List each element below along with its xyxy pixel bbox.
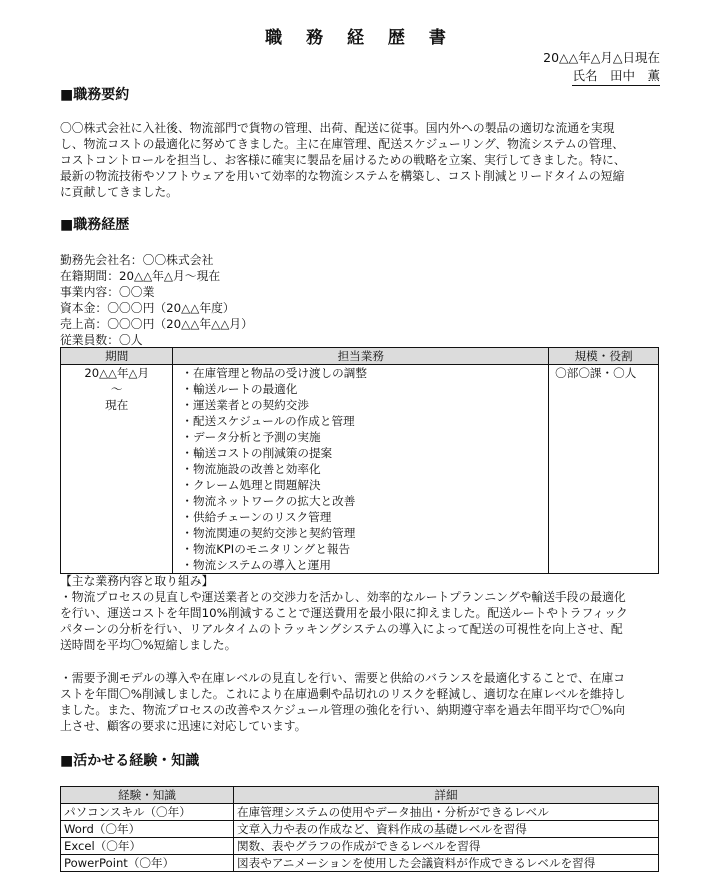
document-title: 職 務 経 歴 書 xyxy=(265,28,455,48)
skill-name: PowerPoint（〇年） xyxy=(61,855,234,872)
career-table xyxy=(60,347,659,574)
skills-heading: ■活かせる経験・知識 xyxy=(60,753,200,769)
activity-line: パターンの分析を行い、リアルタイムのトラッキングシステムの導入によって配送の可視性を向上させ、配 xyxy=(60,622,623,636)
duty-item: ・物流関連の契約交渉と契約管理 xyxy=(181,526,356,540)
summary-text xyxy=(60,120,660,200)
duty-item: ・配送スケジュールの作成と管理 xyxy=(181,414,355,428)
skill-detail: 文章入力や表の作成など、資料作成の基礎レベルを習得 xyxy=(234,821,659,838)
duty-item: ・物流ネットワークの拡大と改善 xyxy=(181,494,356,508)
summary-line: コストコントロールを担当し、お客様に確実に製品を届けるための戦略を立案、実行してきました。特に、 xyxy=(60,153,626,167)
skill-name: Excel（〇年） xyxy=(61,838,234,855)
career-table-header xyxy=(61,348,659,365)
column-header-detail: 詳細 xyxy=(234,787,659,804)
skill-detail: 図表やアニメーションを使用した会議資料が作成できるレベルを習得 xyxy=(234,855,659,872)
capital: 資本金：〇〇〇円（20△△年度） xyxy=(60,301,235,315)
activities-section-2 xyxy=(60,670,660,734)
duty-item: ・物流KPIのモニタリングと報告 xyxy=(181,542,351,556)
duty-item: ・データ分析と予測の実施 xyxy=(181,430,321,444)
activity-line: ・物流プロセスの見直しや運送業者との交渉力を活かし、効率的なルートプランニングや輸送手段の最適化 xyxy=(60,590,626,604)
column-header-duties: 担当業務 xyxy=(173,348,549,365)
activity-line: を行い、運送コストを年間10%削減することで運送費用を最小限に抑えました。配送ルートやトラフィック xyxy=(60,606,628,620)
duty-item: ・運送業者との契約交渉 xyxy=(181,398,309,412)
duties-cell xyxy=(173,365,549,574)
duty-item: ・在庫管理と物品の受け渡しの調整 xyxy=(181,366,367,380)
skill-detail: 在庫管理システムの使用やデータ抽出・分析ができるレベル xyxy=(234,804,659,821)
activity-line: ・需要予測モデルの導入や在庫レベルの見直しを行い、需要と供給のバランスを最適化することで、在庫コ xyxy=(60,671,626,685)
employee-count: 従業員数：〇人 xyxy=(60,333,143,347)
skill-row xyxy=(61,838,659,855)
duty-item: ・物流施設の改善と効率化 xyxy=(181,462,321,476)
summary-line: し、物流コストの最適化に努めてきました。主に在庫管理、配送スケジューリング、物流システムの管理、 xyxy=(60,137,624,151)
column-header-role: 規模・役割 xyxy=(549,348,659,365)
period-start: 20△△年△月 xyxy=(84,366,150,380)
activities-section xyxy=(60,573,660,653)
skill-row xyxy=(61,804,659,821)
summary-line: 〇〇株式会社に入社後、物流部門で貨物の管理、出荷、配送に従事。国内外への製品の適切な流通を実現 xyxy=(60,121,615,135)
duty-item: ・クレーム処理と問題解決 xyxy=(181,478,321,492)
skill-detail: 関数、表やグラフの作成ができるレベルを習得 xyxy=(234,838,659,855)
skills-table xyxy=(60,786,659,872)
employment-period: 在籍期間：20△△年△月〜現在 xyxy=(60,269,221,283)
column-header-skill: 経験・知識 xyxy=(61,787,234,804)
skill-name: パソコンスキル（〇年） xyxy=(61,804,234,821)
activity-line: ストを年間〇%削減しました。これにより在庫過剰や品切れのリスクを軽減し、適切な在庫レベルを維持し xyxy=(60,687,626,701)
duty-item: ・物流システムの導入と運用 xyxy=(181,558,331,572)
period-end: 現在 xyxy=(105,398,129,412)
skills-table-header xyxy=(61,787,659,804)
document-date: 20△△年△月△日現在 xyxy=(543,50,660,65)
activity-line: 上させ、顧客の要求に迅速に対応しています。 xyxy=(60,719,307,733)
summary-heading: ■職務要約 xyxy=(60,87,130,103)
period-separator: 〜 xyxy=(110,382,123,396)
company-info xyxy=(60,252,253,348)
summary-line: 最新の物流技術やソフトウェアを用いて効率的な物流システムを構築し、コスト削減とリードタイムの短縮 xyxy=(60,169,625,183)
skill-row xyxy=(61,821,659,838)
applicant-name: 氏名 田中 薫 xyxy=(572,68,660,86)
skill-name: Word（〇年） xyxy=(61,821,234,838)
business-content: 事業内容：〇〇業 xyxy=(60,285,155,299)
role-cell: 〇部〇課・〇人 xyxy=(549,365,659,574)
sales: 売上高：〇〇〇円（20△△年△△月） xyxy=(60,317,253,331)
duty-item: ・供給チェーンのリスク管理 xyxy=(181,510,332,524)
company-name: 勤務先会社名：〇〇株式会社 xyxy=(60,253,214,267)
skill-row xyxy=(61,855,659,872)
career-table-row xyxy=(61,365,659,574)
summary-line: に貢献してきました。 xyxy=(60,185,178,199)
period-cell xyxy=(61,365,173,574)
career-heading: ■職務経歴 xyxy=(60,217,130,233)
activities-heading: 【主な業務内容と取り組み】 xyxy=(60,574,214,588)
activity-line: ました。また、物流プロセスの改善やスケジュール管理の強化を行い、納期遵守率を過去年間平均で〇%向 xyxy=(60,703,625,717)
activity-line: 送時間を平均〇%短縮しました。 xyxy=(60,638,237,652)
duty-item: ・輸送ルートの最適化 xyxy=(181,382,298,396)
column-header-period: 期間 xyxy=(61,348,173,365)
duty-item: ・輸送コストの削減策の提案 xyxy=(181,446,333,460)
